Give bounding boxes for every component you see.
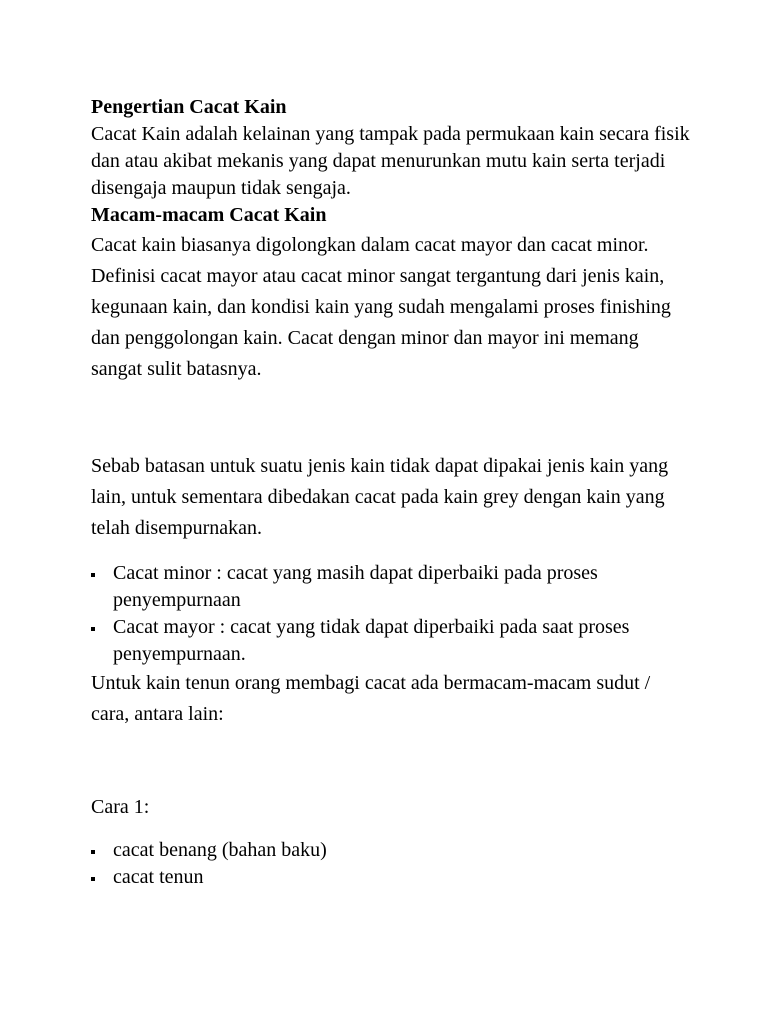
list-item-text: Cacat minor : cacat yang masih dapat diperbaiki pada proses penyempurnaan <box>113 562 598 611</box>
list-item <box>91 837 691 864</box>
bullet-icon <box>91 573 95 577</box>
list-item-text: Cacat mayor : cacat yang tidak dapat diperbaiki pada saat proses penyempurnaan. <box>113 616 630 665</box>
section-title-pengertian: Pengertian Cacat Kain <box>91 96 287 118</box>
paragraph-pengertian: Cacat Kain adalah kelainan yang tampak pada permukaan kain secara fisik dan atau akibat mekanis yang dapat menurunkan mutu kain serta terjadi disengaja maupun tidak sengaja. <box>91 123 690 199</box>
list-item-text: cacat benang (bahan baku) <box>113 839 327 861</box>
cara-label: Cara 1: <box>91 796 150 818</box>
defect-type-list <box>91 560 691 668</box>
bullet-icon <box>91 850 95 854</box>
blank-spacer <box>91 385 691 451</box>
paragraph-batasan: Sebab batasan untuk suatu jenis kain tidak dapat dipakai jenis kain yang lain, untuk sementara dibedakan cacat pada kain grey dengan kain yang telah disempurnakan. <box>91 455 669 539</box>
bullet-icon <box>91 877 95 881</box>
list-item <box>91 614 691 668</box>
paragraph-kain-tenun: Untuk kain tenun orang membagi cacat ada bermacam-macam sudut / cara, antara lain: <box>91 672 651 725</box>
paragraph-golongan: Cacat kain biasanya digolongkan dalam cacat mayor dan cacat minor. Definisi cacat mayor atau cacat minor sangat tergantung dari jenis kain, kegunaan kain, dan kondisi kain yang sudah mengalami proses finishing dan penggolongan kain. Cacat dengan minor dan mayor ini memang sangat sulit batasnya. <box>91 234 671 380</box>
blank-spacer <box>91 730 691 794</box>
cara1-list <box>91 837 691 891</box>
bullet-icon <box>91 627 95 631</box>
list-item <box>91 560 691 614</box>
list-item <box>91 864 691 891</box>
section-title-macam: Macam-macam Cacat Kain <box>91 204 327 226</box>
document-page <box>91 94 691 891</box>
list-item-text: cacat tenun <box>113 866 204 888</box>
